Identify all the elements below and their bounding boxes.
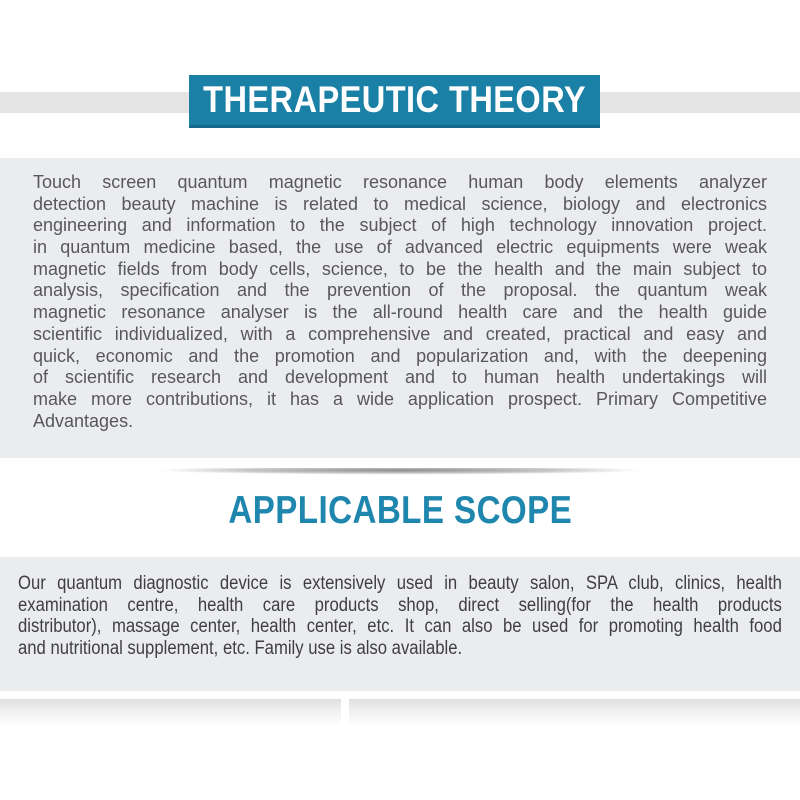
- text-line: examination centre, health care products shop, direct selling(for the health products: [18, 594, 782, 616]
- therapeutic-theory-paragraph: [33, 172, 767, 432]
- text-line: detection beauty machine is related to medical science, biology and electronics: [33, 193, 767, 214]
- text-line: quick, economic and the promotion and popularization and, with the deepening: [33, 345, 767, 366]
- applicable-scope-panel: [0, 557, 800, 691]
- embossed-shadow-divider: [100, 468, 700, 482]
- text-line: Advantages.: [33, 410, 134, 431]
- therapeutic-theory-panel: [0, 158, 800, 458]
- text-line: and nutritional supplement, etc. Family use is also available.: [18, 638, 463, 660]
- bottom-page-shadow-right: [349, 699, 800, 726]
- text-line: in quantum medicine based, the use of advanced electric equipments were weak: [33, 237, 767, 258]
- applicable-scope-heading: [0, 488, 800, 534]
- text-line: engineering and information to the subject of high technology innovation project.: [33, 215, 767, 236]
- text-line: of scientific research and development and to human health undertakings will: [33, 367, 767, 388]
- text-line: distributor), massage center, health center, etc. It can also be used for promoting health food: [18, 616, 782, 638]
- text-line: scientific individualized, with a comprehensive and created, practical and easy and: [33, 323, 767, 344]
- therapeutic-theory-title: THERAPEUTIC THEORY: [203, 79, 586, 120]
- text-line: magnetic resonance analyser is the all-round health care and the health guide: [33, 302, 767, 323]
- text-line: Touch screen quantum magnetic resonance human body elements analyzer: [33, 172, 767, 192]
- text-line: magnetic fields from body cells, science, to be the health and the main subject to: [33, 258, 767, 279]
- applicable-scope-title: APPLICABLE SCOPE: [228, 489, 572, 532]
- text-line: Our quantum diagnostic device is extensively used in beauty salon, SPA club, clinics, health: [18, 573, 782, 594]
- applicable-scope-paragraph: [18, 573, 782, 660]
- text-line: analysis, specification and the prevention of the proposal. the quantum weak: [33, 280, 767, 301]
- therapeutic-theory-banner: [189, 75, 600, 128]
- text-line: make more contributions, it has a wide application prospect. Primary Competitive: [33, 388, 767, 409]
- bottom-page-shadow-left: [0, 699, 341, 726]
